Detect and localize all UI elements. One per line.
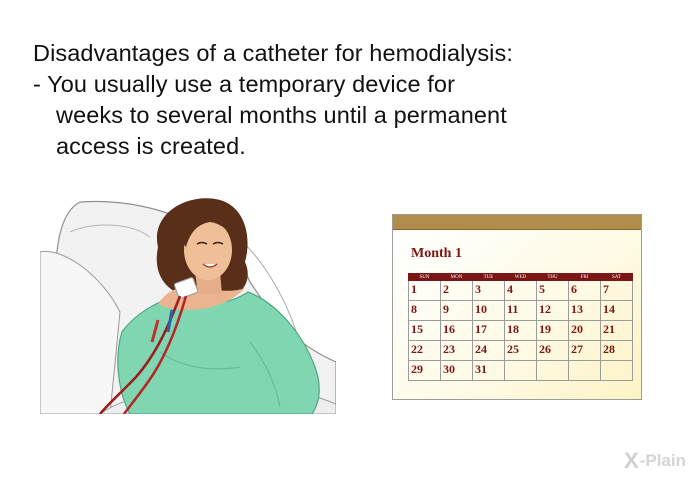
weekday-sun: SUN	[409, 274, 441, 281]
slide-text	[33, 38, 513, 162]
calendar-day: 15	[409, 321, 441, 341]
text-line-2: - You usually use a temporary device for	[33, 71, 456, 97]
calendar-title: Month 1	[411, 246, 462, 261]
calendar-day	[601, 361, 633, 381]
calendar-day: 13	[569, 301, 601, 321]
calendar-day: 8	[409, 301, 441, 321]
calendar-day: 26	[537, 341, 569, 361]
calendar-day: 20	[569, 321, 601, 341]
calendar-day: 18	[505, 321, 537, 341]
calendar-week	[409, 281, 633, 301]
weekday-wed: WED	[505, 274, 537, 281]
calendar-day	[537, 361, 569, 381]
calendar-day	[569, 361, 601, 381]
x-plain-logo-mark: X	[624, 448, 639, 473]
calendar-day: 28	[601, 341, 633, 361]
calendar-day: 29	[409, 361, 441, 381]
weekday-sat: SAT	[601, 274, 633, 281]
calendar-week	[409, 301, 633, 321]
calendar-day: 24	[473, 341, 505, 361]
calendar-day: 14	[601, 301, 633, 321]
calendar-day: 3	[473, 281, 505, 301]
calendar-day: 2	[441, 281, 473, 301]
calendar-day: 19	[537, 321, 569, 341]
weekday-fri: FRI	[569, 274, 601, 281]
brand-name: -Plain	[639, 451, 686, 470]
calendar-week	[409, 321, 633, 341]
calendar-day: 23	[441, 341, 473, 361]
calendar-day: 10	[473, 301, 505, 321]
calendar-grid	[408, 273, 633, 381]
text-line-4: access is created.	[56, 133, 246, 159]
calendar-day: 21	[601, 321, 633, 341]
weekday-thu: THU	[537, 274, 569, 281]
calendar-day: 9	[441, 301, 473, 321]
calendar-day: 31	[473, 361, 505, 381]
calendar-day: 22	[409, 341, 441, 361]
calendar-day: 1	[409, 281, 441, 301]
calendar-day: 11	[505, 301, 537, 321]
calendar	[392, 214, 642, 400]
calendar-day: 4	[505, 281, 537, 301]
weekday-mon: MON	[441, 274, 473, 281]
calendar-week	[409, 341, 633, 361]
calendar-day: 25	[505, 341, 537, 361]
calendar-day: 12	[537, 301, 569, 321]
calendar-day: 27	[569, 341, 601, 361]
calendar-day: 7	[601, 281, 633, 301]
calendar-day: 16	[441, 321, 473, 341]
calendar-week	[409, 361, 633, 381]
calendar-day: 5	[537, 281, 569, 301]
calendar-day: 6	[569, 281, 601, 301]
calendar-day: 17	[473, 321, 505, 341]
weekday-tue: TUE	[473, 274, 505, 281]
calendar-top-bar	[393, 215, 641, 230]
brand-logo	[624, 448, 686, 474]
patient-illustration	[40, 192, 336, 414]
calendar-day	[505, 361, 537, 381]
text-line-3: weeks to several months until a permanent	[56, 102, 507, 128]
text-line-1: Disadvantages of a catheter for hemodialysis:	[33, 40, 513, 66]
calendar-day: 30	[441, 361, 473, 381]
